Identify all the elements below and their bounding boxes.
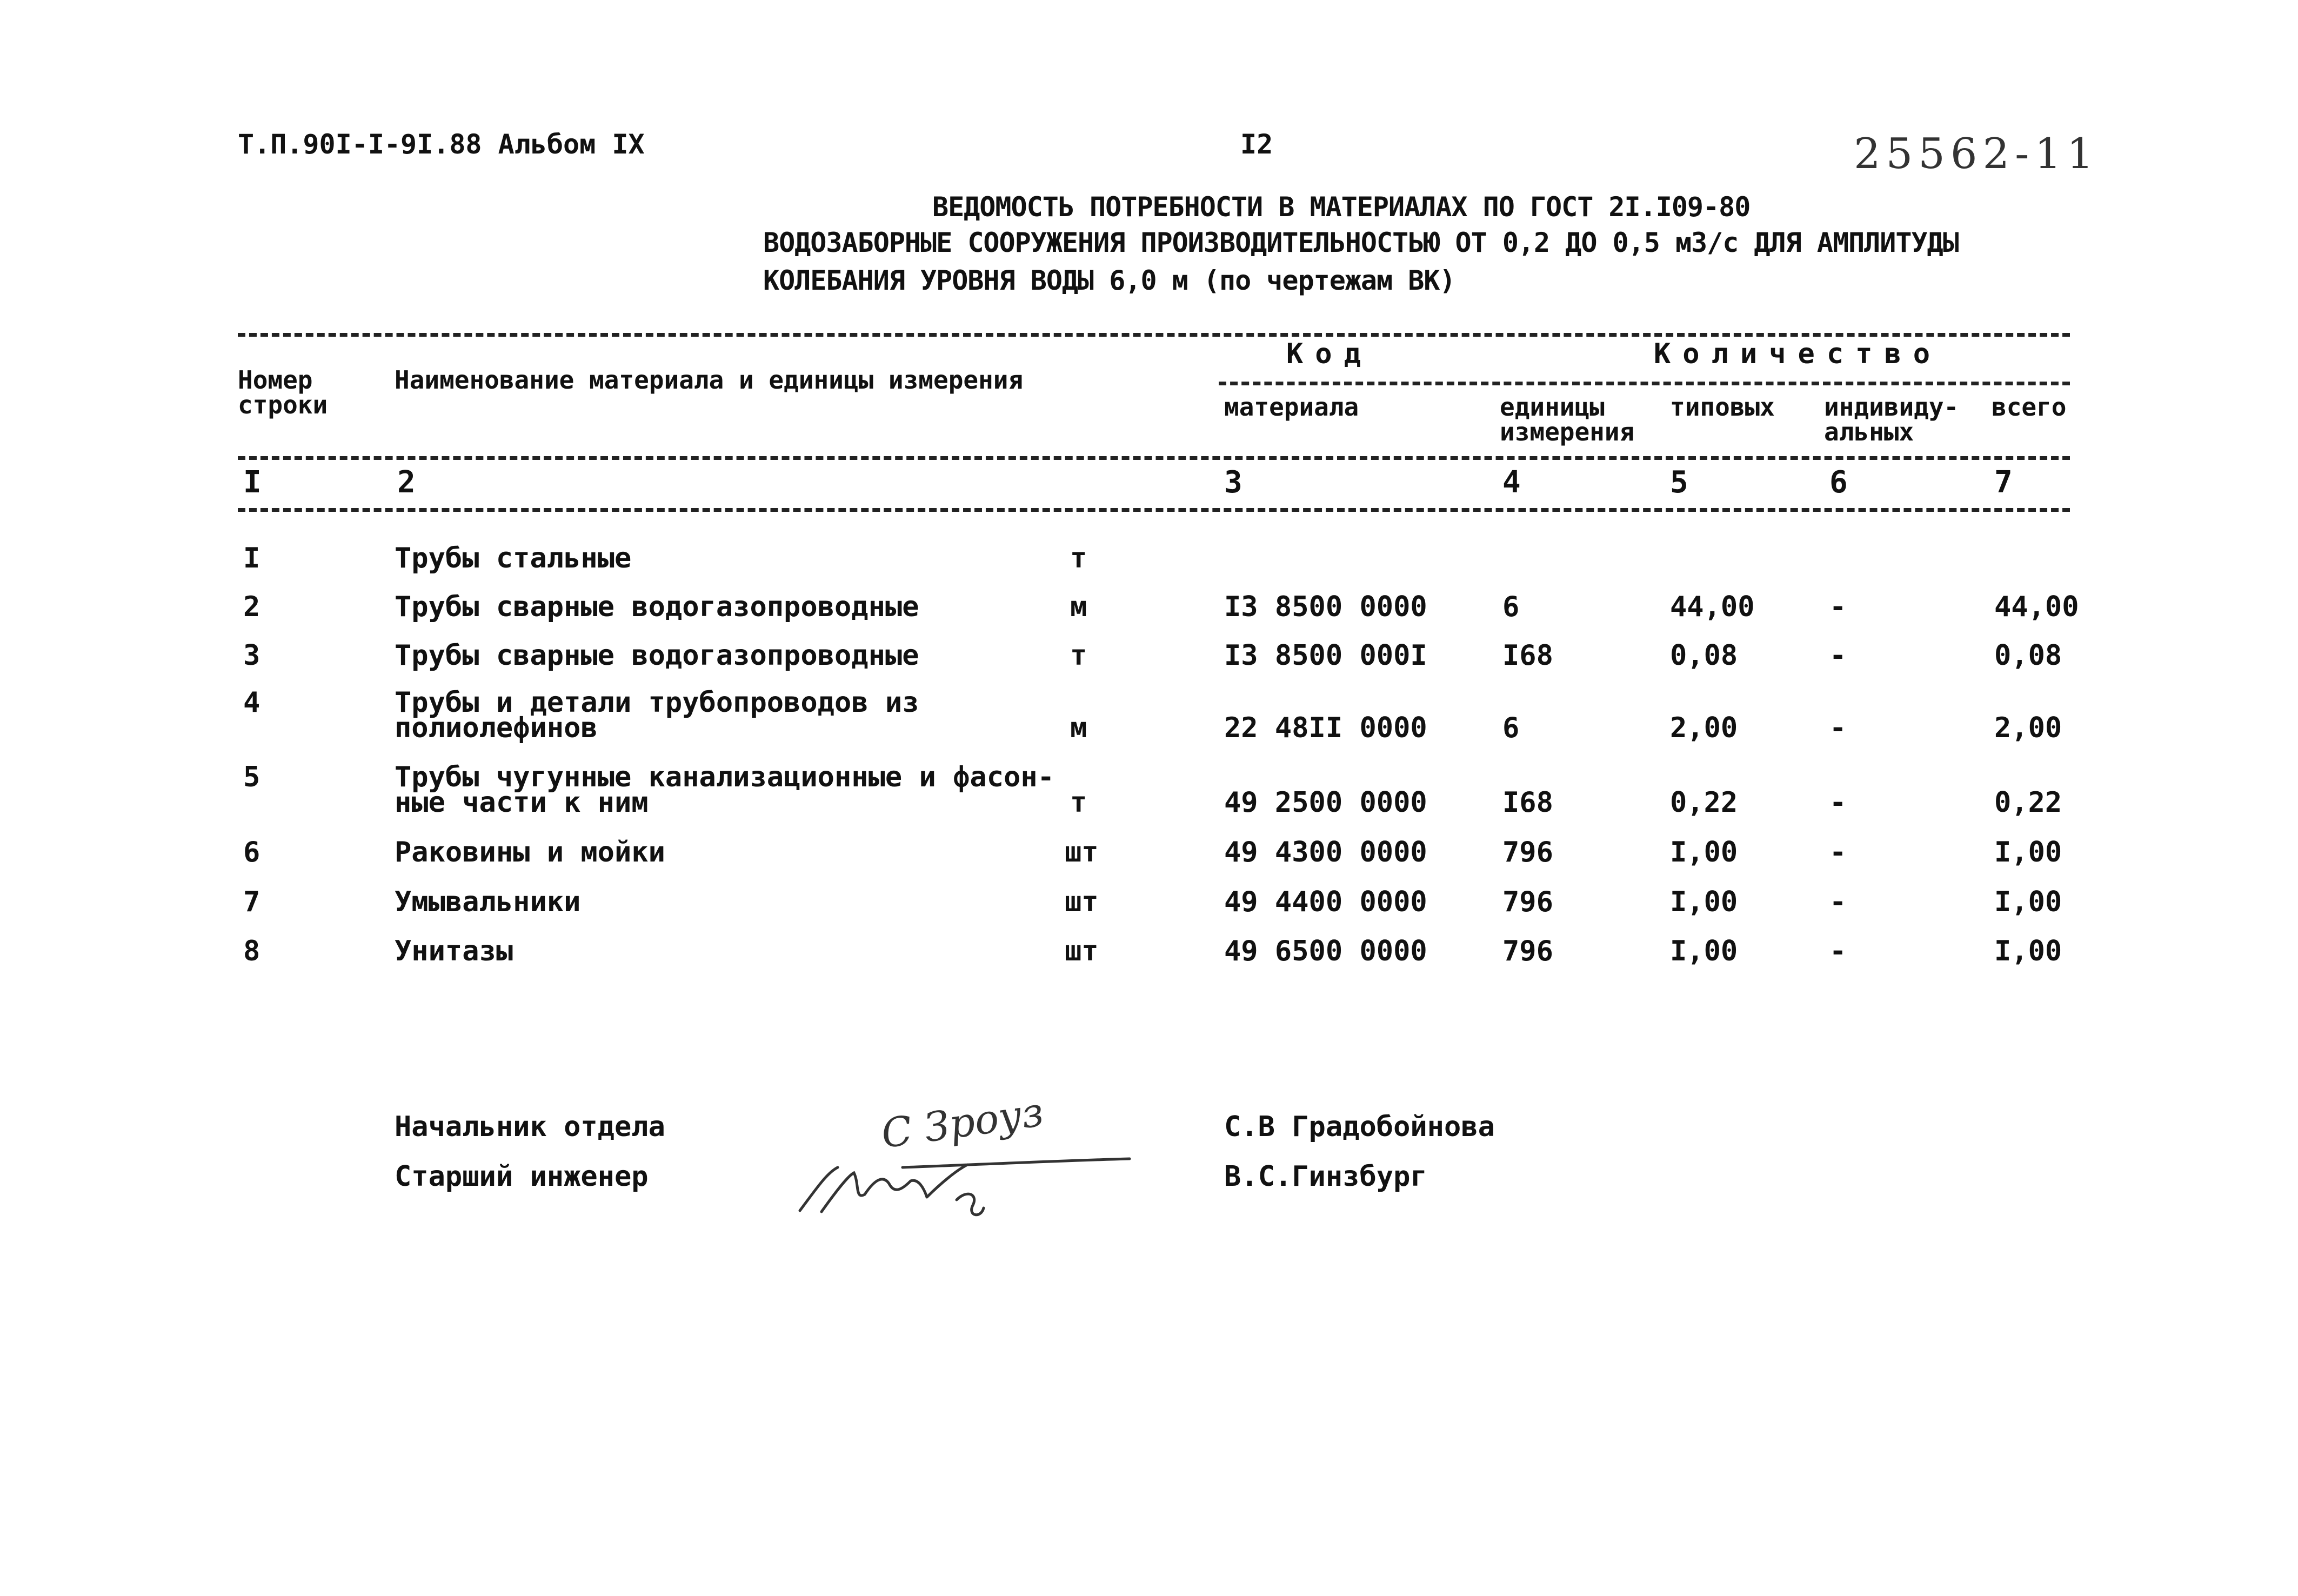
qty-typical: 0,22 <box>1670 786 1738 819</box>
qty-typical: 0,08 <box>1670 639 1738 672</box>
qty-individual: - <box>1829 712 1847 744</box>
material-name-line-1: Трубы чугунные канализационные и фасон- <box>395 761 1054 793</box>
qty-typical: I,00 <box>1670 836 1738 869</box>
qty-total: 0,08 <box>1994 639 2062 672</box>
qty-individual: - <box>1829 639 1847 672</box>
unit-code: I68 <box>1502 639 1553 672</box>
unit: шт <box>1065 935 1099 967</box>
header-typical: типовых <box>1670 392 1775 422</box>
qty-typical: 2,00 <box>1670 712 1738 744</box>
qty-total: 0,22 <box>1994 786 2062 819</box>
qty-individual: - <box>1829 591 1847 623</box>
header-group-rule <box>1219 382 2070 385</box>
row-number: 5 <box>243 761 260 793</box>
title-line-1: ВЕДОМОСТЬ ПОТРЕБНОСТИ В МАТЕРИАЛАХ ПО ГОСТ 2I.I09-80 <box>932 191 1751 223</box>
material-name: Трубы сварные водогазопроводные <box>395 591 919 623</box>
signatory-role-engineer: Старший инженер <box>395 1160 649 1193</box>
signatory-role-head: Начальник отдела <box>395 1111 665 1143</box>
column-number-6: 6 <box>1829 465 1848 500</box>
title-line-3: КОЛЕБАНИЯ УРОВНЯ ВОДЫ 6,0 м (по чертежам ВК) <box>763 265 1455 296</box>
row-number: 2 <box>243 591 260 623</box>
handwritten-signature-head: С Зроуз <box>878 1089 1046 1158</box>
material-name: Умывальники <box>395 886 581 918</box>
unit: т <box>1070 786 1087 819</box>
qty-individual: - <box>1829 886 1847 918</box>
material-code: 49 6500 0000 <box>1224 935 1427 967</box>
material-code: 49 4300 0000 <box>1224 836 1427 869</box>
inventory-number: 25562-11 <box>1854 130 2099 178</box>
signatory-name-engineer: В.С.Гинзбург <box>1224 1160 1427 1193</box>
handwritten-signature-engineer <box>794 1151 1140 1227</box>
unit: шт <box>1065 836 1099 869</box>
unit: м <box>1070 712 1087 744</box>
header-bottom-rule <box>238 508 2070 512</box>
row-number: 8 <box>243 935 260 967</box>
material-name: Унитазы <box>395 935 513 967</box>
unit-code: 6 <box>1502 712 1520 744</box>
row-number: 3 <box>243 639 260 672</box>
column-number-4: 4 <box>1502 465 1521 500</box>
signatory-name-head: С.В Градобойнова <box>1224 1111 1495 1143</box>
column-number-1: I <box>243 465 262 500</box>
header-individual-2: альных <box>1824 417 1914 446</box>
unit-code: 796 <box>1502 836 1553 869</box>
unit-code: 796 <box>1502 886 1553 918</box>
header-row-number-2: строки <box>238 390 328 419</box>
material-code: I3 8500 0000 <box>1224 591 1427 623</box>
qty-typical: I,00 <box>1670 886 1738 918</box>
header-unit-code-2: измерения <box>1500 417 1635 446</box>
material-code: 22 48II 0000 <box>1224 712 1427 744</box>
qty-individual: - <box>1829 935 1847 967</box>
material-name: Трубы стальные <box>395 542 632 575</box>
material-code: I3 8500 000I <box>1224 639 1427 672</box>
material-code: 49 2500 0000 <box>1224 786 1427 819</box>
title-line-2: ВОДОЗАБОРНЫЕ СООРУЖЕНИЯ ПРОИЗВОДИТЕЛЬНОСТЬЮ ОТ 0,2 ДО 0,5 м3/с ДЛЯ АМПЛИТУДЫ <box>763 227 1959 258</box>
column-number-7: 7 <box>1994 465 2013 500</box>
row-number: 7 <box>243 886 260 918</box>
material-name-line-1: Трубы и детали трубопроводов из <box>395 686 919 719</box>
qty-total: I,00 <box>1994 886 2062 918</box>
header-quantity-group: Количество <box>1654 338 1942 370</box>
column-number-2: 2 <box>397 465 416 500</box>
header-code-group: Код <box>1286 338 1373 370</box>
qty-typical: I,00 <box>1670 935 1738 967</box>
unit: т <box>1070 542 1087 575</box>
qty-typical: 44,00 <box>1670 591 1755 623</box>
material-name-line-2: ные части к ним <box>395 786 649 819</box>
qty-total: 2,00 <box>1994 712 2062 744</box>
document-code: Т.П.90I-I-9I.88 Альбом IX <box>238 129 645 160</box>
unit-code: 796 <box>1502 935 1553 967</box>
header-material-code: материала <box>1224 392 1359 422</box>
row-number: 6 <box>243 836 260 869</box>
material-name: Раковины и мойки <box>395 836 665 869</box>
unit-code: 6 <box>1502 591 1520 623</box>
page-number: I2 <box>1240 129 1273 160</box>
material-name-line-2: полиолефинов <box>395 712 598 744</box>
row-number: 4 <box>243 686 260 719</box>
column-number-5: 5 <box>1670 465 1688 500</box>
header-top-rule <box>238 333 2070 337</box>
header-total: всего <box>1992 392 2067 422</box>
column-number-3: 3 <box>1224 465 1242 500</box>
qty-total: 44,00 <box>1994 591 2079 623</box>
qty-individual: - <box>1829 786 1847 819</box>
header-name: Наименование материала и единицы измерения <box>395 365 1024 395</box>
qty-individual: - <box>1829 836 1847 869</box>
header-mid-rule <box>238 456 2070 460</box>
unit-code: I68 <box>1502 786 1553 819</box>
unit: шт <box>1065 886 1099 918</box>
material-code: 49 4400 0000 <box>1224 886 1427 918</box>
unit: м <box>1070 591 1087 623</box>
header-unit-code-1: единицы <box>1500 392 1605 422</box>
unit: т <box>1070 639 1087 672</box>
qty-total: I,00 <box>1994 836 2062 869</box>
material-name: Трубы сварные водогазопроводные <box>395 639 919 672</box>
qty-total: I,00 <box>1994 935 2062 967</box>
header-row-number-1: Номер <box>238 365 313 395</box>
header-individual-1: индивиду- <box>1824 392 1959 422</box>
row-number: I <box>243 542 260 575</box>
